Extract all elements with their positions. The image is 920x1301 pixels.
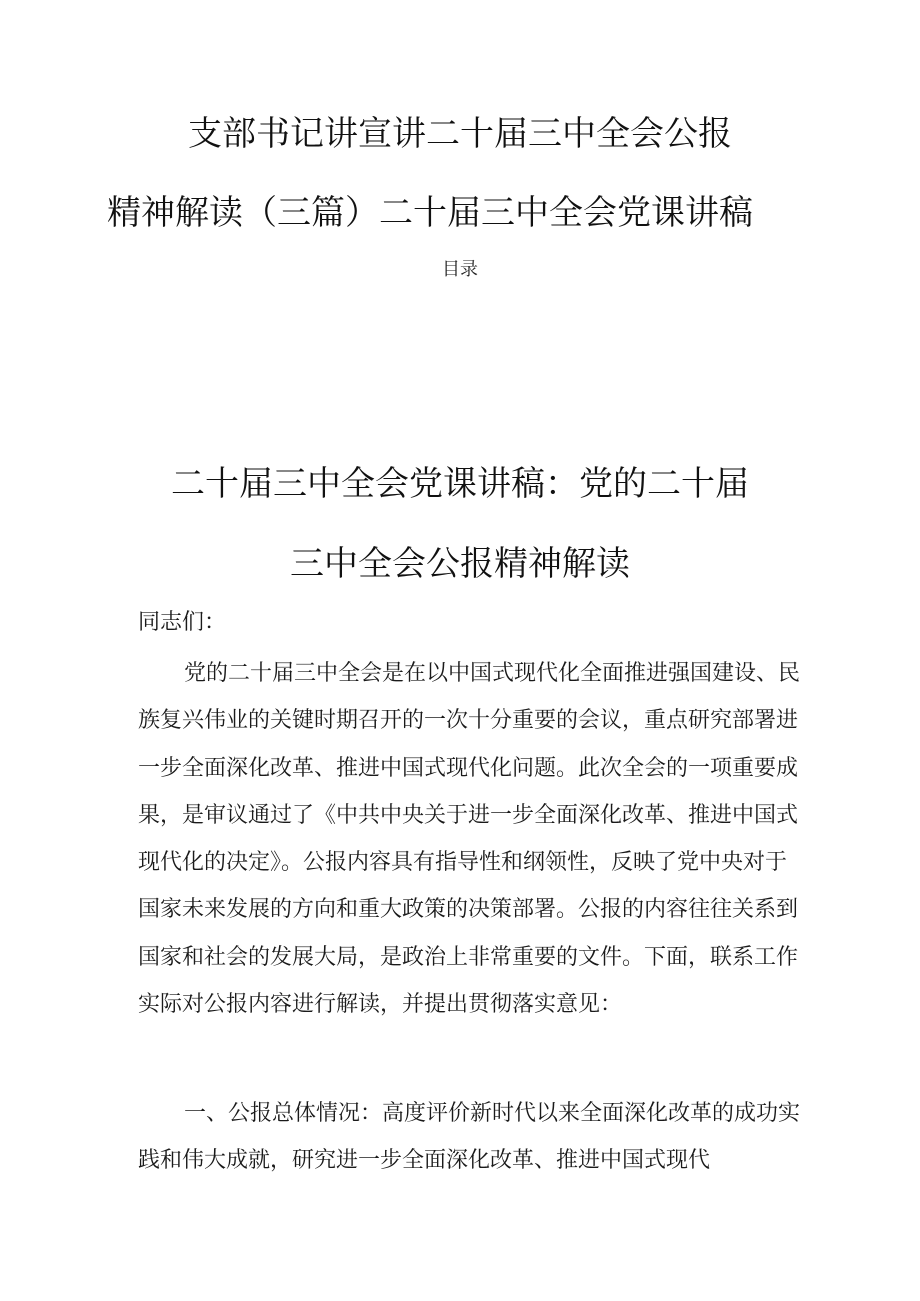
section-title-line-2: 三中全会公报精神解读 [290, 544, 630, 584]
salutation: 同志们： [138, 610, 227, 635]
section-title-line-1: 二十届三中全会党课讲稿：党的二十届 [171, 464, 749, 504]
toc-label: 目录 [442, 259, 478, 280]
document-title-line-1: 支部书记讲宣讲二十届三中全会公报 [188, 114, 732, 154]
document-title-line-2: 精神解读（三篇）二十届三中全会党课讲稿 [107, 193, 753, 233]
paragraph-section-one: 一、公报总体情况：高度评价新时代以来全面深化改革的成功实践和伟大成就，研究进一步全面深化改革、推进中国式现代 [138, 1101, 801, 1174]
paragraph-intro: 党的二十届三中全会是在以中国式现代化全面推进强国建设、民族复兴伟业的关键时期召开的一次十分重要的会议，重点研究部署进一步全面深化改革、推进中国式现代化问题。此次全会的一项重要成果，是审议通过了《中共中央关于进一步全面深化改革、推进中国式现代化的决定》。公报内容具有指导性和纲领性，反映了党中央对于国家未来发展的方向和重大政策的决策部署。公报的内容往往关系到国家和社会的发展大局，是政治上非常重要的文件。下面，联系工作实际对公报内容进行解读，并提出贯彻落实意见： [138, 661, 801, 1018]
